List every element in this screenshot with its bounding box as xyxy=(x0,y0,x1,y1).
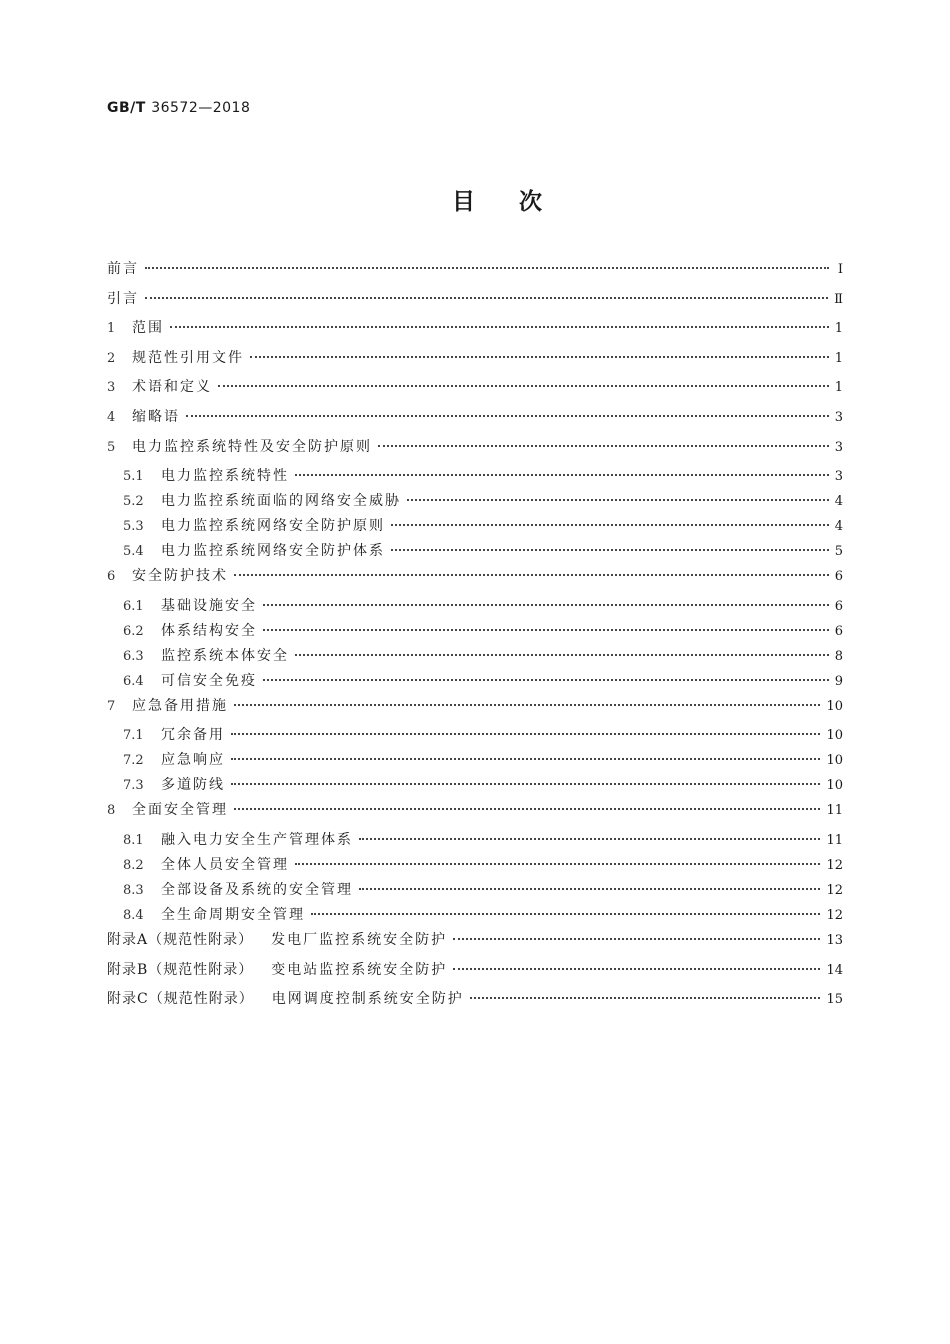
toc-entry-page: 11 xyxy=(826,803,843,819)
dot-leader xyxy=(295,474,829,476)
toc-entry[interactable] xyxy=(107,620,843,645)
toc-entry[interactable] xyxy=(107,645,843,670)
toc-entry-page: 1 xyxy=(834,350,843,366)
toc-entry-annex-title: 电网调度控制系统安全防护 xyxy=(271,991,464,1008)
toc-entry-label: 全面安全管理 xyxy=(132,802,228,819)
toc-entry-page: 10 xyxy=(826,753,843,769)
dot-leader xyxy=(311,913,820,915)
toc-entry[interactable] xyxy=(107,436,843,466)
dot-leader xyxy=(391,524,829,526)
toc-entry-number: 5.2 xyxy=(123,494,144,510)
toc-entry-page: 12 xyxy=(826,857,843,873)
toc-entry-number: 6.2 xyxy=(123,623,144,639)
toc-entry[interactable] xyxy=(107,988,843,1018)
toc-entry-number: 5.3 xyxy=(123,519,144,535)
toc-entry-page: Ⅱ xyxy=(834,291,843,307)
toc-entry-number: 7.3 xyxy=(123,778,144,794)
toc-entry-page: 10 xyxy=(826,698,843,714)
toc-entry-number: 8.2 xyxy=(123,857,144,873)
toc-entry-label: 融入电力安全生产管理体系 xyxy=(161,831,353,848)
dot-leader xyxy=(234,574,829,576)
toc-entry[interactable] xyxy=(107,670,843,695)
toc-entry-label: 电力监控系统网络安全防护原则 xyxy=(161,518,385,535)
toc-entry-page: 1 xyxy=(834,380,843,396)
toc-entry-number: 3 xyxy=(107,380,116,396)
toc-entry-page: 6 xyxy=(834,569,843,585)
toc-entry-page: 3 xyxy=(834,439,843,455)
dot-leader xyxy=(186,415,829,417)
toc-title: 目次 xyxy=(452,189,586,215)
toc-entry-label: 全生命周期安全管理 xyxy=(161,906,305,923)
toc-entry-annex-title: 发电厂监控系统安全防护 xyxy=(271,931,448,948)
dot-leader xyxy=(145,297,828,299)
dot-leader xyxy=(295,863,820,865)
toc-entry-label: 前言 xyxy=(107,261,139,277)
toc-entry-label: 电力监控系统面临的网络安全威胁 xyxy=(161,493,401,510)
toc-entry[interactable] xyxy=(107,595,843,620)
toc-entry-label: 全部设备及系统的安全管理 xyxy=(161,881,353,898)
toc-entry-label: 规范性引用文件 xyxy=(132,349,244,366)
toc-entry[interactable] xyxy=(107,799,843,829)
toc-entry-page: 4 xyxy=(834,494,843,510)
toc-entry-number: 1 xyxy=(107,321,116,337)
dot-leader xyxy=(263,629,829,631)
toc-entry-label: 缩略语 xyxy=(132,408,180,425)
toc-entry-number: 5.1 xyxy=(123,469,144,485)
toc-entry-page: 11 xyxy=(826,832,843,848)
toc-entry-label: 冗余备用 xyxy=(161,727,225,744)
toc-entry[interactable] xyxy=(107,854,843,879)
toc-entry-page: 14 xyxy=(826,962,843,978)
toc-entry-label: 体系结构安全 xyxy=(161,622,257,639)
toc-entry-label: 基础设施安全 xyxy=(161,597,257,614)
toc-entry-label: 电力监控系统特性及安全防护原则 xyxy=(132,438,372,455)
toc-entry-number: 6.4 xyxy=(123,673,144,689)
toc-entry-label: 电力监控系统特性 xyxy=(161,468,289,485)
toc-entry[interactable] xyxy=(107,465,843,490)
toc-entry-page: Ⅰ xyxy=(837,262,843,277)
toc-entry-label: 监控系统本体安全 xyxy=(161,647,289,664)
dot-leader xyxy=(263,679,829,681)
toc-entry[interactable] xyxy=(107,347,843,377)
toc-entry-label: 范围 xyxy=(132,320,164,337)
toc-entry-number: 7.2 xyxy=(123,753,144,769)
toc-entry[interactable] xyxy=(107,317,843,347)
dot-leader xyxy=(378,445,829,447)
toc-entry[interactable] xyxy=(107,929,843,959)
toc-entry-label: 全体人员安全管理 xyxy=(161,856,289,873)
toc-entry-number: 5 xyxy=(107,439,116,455)
toc-entry-page: 9 xyxy=(834,673,843,689)
dot-leader xyxy=(453,968,820,970)
dot-leader xyxy=(170,326,829,328)
toc-entry-label: 附录C（规范性附录） xyxy=(107,991,254,1008)
standard-number: 36572—2018 xyxy=(151,100,251,116)
toc-entry[interactable] xyxy=(107,904,843,929)
toc-entry[interactable] xyxy=(107,540,843,565)
toc-entry-label: 安全防护技术 xyxy=(132,568,228,585)
table-of-contents xyxy=(107,258,843,1018)
toc-entry-number: 6 xyxy=(107,569,116,585)
toc-entry-page: 6 xyxy=(834,623,843,639)
toc-entry-page: 6 xyxy=(834,598,843,614)
toc-entry-page: 5 xyxy=(834,544,843,560)
dot-leader xyxy=(295,654,829,656)
dot-leader xyxy=(407,499,829,501)
toc-entry[interactable] xyxy=(107,959,843,989)
toc-entry-page: 10 xyxy=(826,778,843,794)
toc-entry-page: 3 xyxy=(834,469,843,485)
toc-entry-label: 可信安全免疫 xyxy=(161,672,257,689)
dot-leader xyxy=(231,783,820,785)
toc-entry-label: 应急响应 xyxy=(161,752,225,769)
dot-leader xyxy=(234,808,820,810)
toc-entry-page: 12 xyxy=(826,907,843,923)
toc-entry-number: 6.3 xyxy=(123,648,144,664)
dot-leader xyxy=(470,997,821,999)
toc-entry-page: 10 xyxy=(826,728,843,744)
dot-leader xyxy=(263,604,829,606)
dot-leader xyxy=(145,267,829,269)
toc-entry[interactable] xyxy=(107,515,843,540)
toc-entry-number: 8 xyxy=(107,803,116,819)
toc-entry[interactable] xyxy=(107,829,843,854)
toc-entry[interactable] xyxy=(107,490,843,515)
toc-entry[interactable] xyxy=(107,724,843,749)
toc-entry-label: 附录A（规范性附录） xyxy=(107,931,254,948)
toc-entry-number: 2 xyxy=(107,350,116,366)
toc-entry-annex-title: 变电站监控系统安全防护 xyxy=(271,961,448,978)
toc-entry[interactable] xyxy=(107,406,843,436)
dot-leader xyxy=(359,888,820,890)
toc-entry[interactable] xyxy=(107,695,843,725)
toc-entry[interactable] xyxy=(107,749,843,774)
toc-entry-number: 8.3 xyxy=(123,882,144,898)
standard-identifier xyxy=(107,100,250,116)
dot-leader xyxy=(391,549,829,551)
toc-entry-number: 8.1 xyxy=(123,832,144,848)
toc-entry[interactable] xyxy=(107,879,843,904)
toc-entry[interactable] xyxy=(107,774,843,799)
toc-entry-page: 3 xyxy=(834,409,843,425)
toc-entry-page: 13 xyxy=(826,932,843,948)
toc-entry-label: 多道防线 xyxy=(161,777,225,794)
toc-entry-number: 7 xyxy=(107,698,116,714)
toc-entry[interactable] xyxy=(107,288,843,318)
toc-entry-number: 7.1 xyxy=(123,728,144,744)
toc-entry-number: 5.4 xyxy=(123,544,144,560)
toc-entry-label: 附录B（规范性附录） xyxy=(107,961,254,978)
dot-leader xyxy=(250,356,829,358)
toc-entry-label: 引言 xyxy=(107,290,139,307)
dot-leader xyxy=(453,938,820,940)
toc-entry-page: 1 xyxy=(834,321,843,337)
toc-entry-page: 15 xyxy=(826,992,843,1008)
toc-entry[interactable] xyxy=(107,565,843,595)
toc-entry-label: 电力监控系统网络安全防护体系 xyxy=(161,543,385,560)
toc-entry-page: 12 xyxy=(826,882,843,898)
dot-leader xyxy=(231,733,820,735)
dot-leader xyxy=(231,758,820,760)
dot-leader xyxy=(359,838,820,840)
toc-entry-label: 应急备用措施 xyxy=(132,697,228,714)
toc-entry-number: 8.4 xyxy=(123,907,144,923)
toc-entry[interactable] xyxy=(107,258,843,288)
toc-entry-page: 8 xyxy=(834,648,843,664)
toc-entry-number: 6.1 xyxy=(123,598,144,614)
dot-leader xyxy=(218,385,829,387)
toc-entry[interactable] xyxy=(107,376,843,406)
toc-entry-number: 4 xyxy=(107,409,116,425)
toc-entry-label: 术语和定义 xyxy=(132,379,212,396)
dot-leader xyxy=(234,704,820,706)
standard-prefix: GB/T xyxy=(107,100,146,116)
toc-entry-page: 4 xyxy=(834,519,843,535)
